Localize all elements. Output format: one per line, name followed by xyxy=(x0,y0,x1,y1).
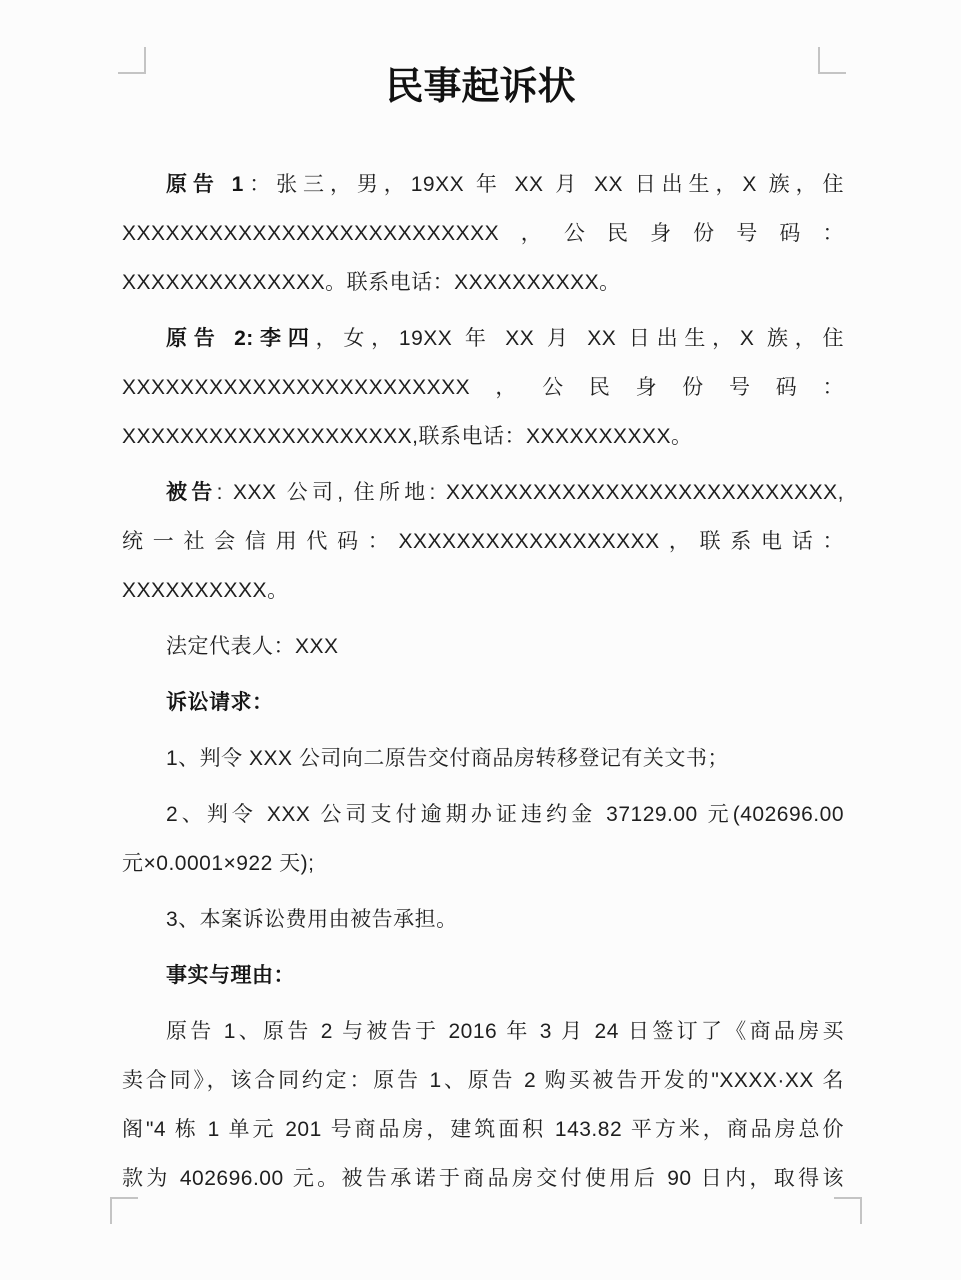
document-body xyxy=(122,160,844,1210)
text-line xyxy=(122,160,844,209)
paragraph xyxy=(122,678,844,727)
text-run: ：张三，男，19XX 年 XX 月 XX 日出生，X 族，住 xyxy=(243,173,844,196)
text-line xyxy=(122,622,844,671)
text-run: XXXXXXXXXX。 xyxy=(122,579,289,602)
paragraph xyxy=(122,951,844,1000)
paragraph xyxy=(122,895,844,944)
bold-text-run: 事实与理由： xyxy=(166,964,295,987)
paragraph xyxy=(122,622,844,671)
document-title: 民事起诉状 xyxy=(385,66,576,108)
text-run: 阁"4 栋 1 单元 201 号商品房，建筑面积 143.82 平方米，商品房总价 xyxy=(122,1118,844,1141)
text-run: ，女，19XX 年 XX 月 XX 日出生，X 族，住 xyxy=(315,327,844,350)
text-run: 2、判令 XXX 公司支付逾期办证违约金 37129.00 元(402696.00 xyxy=(166,803,844,826)
margin-corner-mark-top-right xyxy=(818,47,846,74)
text-run: 款为 402696.00 元。被告承诺于商品房交付使用后 90 日内，取得该 xyxy=(122,1167,844,1190)
text-line xyxy=(122,1007,844,1056)
paragraph xyxy=(122,314,844,461)
text-line xyxy=(122,363,844,412)
text-line xyxy=(122,839,844,888)
text-run: XXXXXXXXXXXXXXXXXXXXXXXXXX，公民身份号码： xyxy=(122,222,844,245)
bold-text-run: 诉讼请求： xyxy=(166,691,274,714)
text-line xyxy=(122,209,844,258)
bold-text-run: 原告 2:李四 xyxy=(166,327,316,350)
text-line xyxy=(122,1056,844,1105)
text-run: 1、判令 XXX 公司向二原告交付商品房转移登记有关文书； xyxy=(166,747,729,770)
text-line xyxy=(122,468,844,517)
paragraph xyxy=(122,468,844,615)
text-run: XXXXXXXXXXXXXX。联系电话：XXXXXXXXXX。 xyxy=(122,271,621,294)
paragraph xyxy=(122,790,844,888)
text-line xyxy=(122,412,844,461)
text-line xyxy=(122,951,844,1000)
text-run: 元×0.0001×922 天); xyxy=(122,852,315,875)
text-run: : XXX 公司, 住所地: XXXXXXXXXXXXXXXXXXXXXXXXXXX, xyxy=(216,481,845,504)
text-line xyxy=(122,566,844,615)
text-line xyxy=(122,314,844,363)
bold-text-run: 被告 xyxy=(166,481,217,504)
text-run: 统一社会信用代码：XXXXXXXXXXXXXXXXXX，联系电话： xyxy=(122,530,844,553)
paragraph xyxy=(122,160,844,307)
text-line xyxy=(122,895,844,944)
text-line xyxy=(122,1105,844,1154)
bold-text-run: 原告 1 xyxy=(166,173,244,196)
paragraph xyxy=(122,734,844,783)
text-line xyxy=(122,258,844,307)
text-line xyxy=(122,790,844,839)
paragraph xyxy=(122,1007,844,1203)
text-run: 卖合同》，该合同约定：原告 1、原告 2 购买被告开发的"XXXX·XX 名 xyxy=(122,1069,844,1092)
text-run: XXXXXXXXXXXXXXXXXXXX,联系电话：XXXXXXXXXX。 xyxy=(122,425,693,448)
text-line xyxy=(122,517,844,566)
margin-corner-mark-top-left xyxy=(118,47,146,74)
text-line xyxy=(122,678,844,727)
text-run: 原告 1、原告 2 与被告于 2016 年 3 月 24 日签订了《商品房买 xyxy=(166,1020,844,1043)
text-line xyxy=(122,734,844,783)
text-run: 法定代表人：XXX xyxy=(166,635,339,658)
text-line xyxy=(122,1154,844,1203)
text-run: XXXXXXXXXXXXXXXXXXXXXXXX，公民身份号码： xyxy=(122,376,844,399)
text-run: 3、本案诉讼费用由被告承担。 xyxy=(166,908,458,931)
